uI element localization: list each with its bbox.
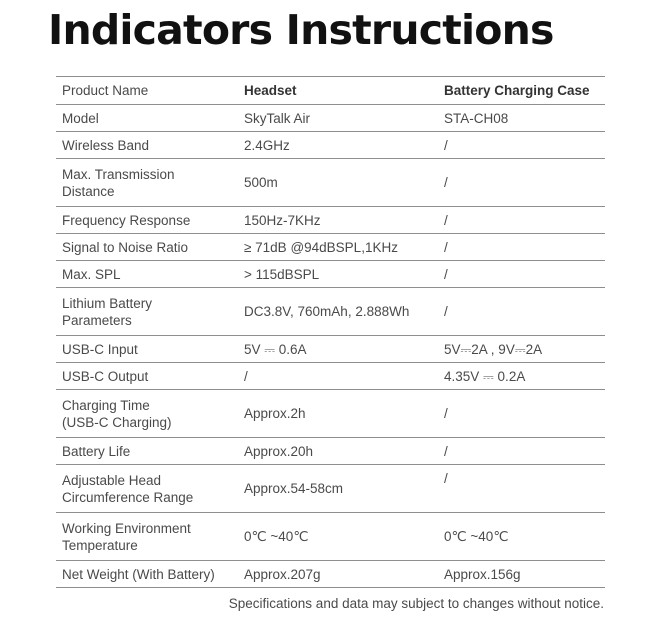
row-label-cell: Working Environment Temperature — [56, 513, 238, 561]
table-row — [56, 390, 605, 438]
table-header-row — [56, 77, 605, 105]
row-label-cell: Frequency Response — [56, 207, 238, 234]
row-headset-cell: 5V ⎓ 0.6A — [238, 336, 438, 363]
row-headset-cell: 150Hz-7KHz — [238, 207, 438, 234]
header-headset-cell: Headset — [238, 77, 438, 105]
row-case-cell: / — [438, 234, 605, 261]
row-case-cell: / — [438, 390, 605, 438]
table-row — [56, 234, 605, 261]
row-case-cell: 5V⎓2A , 9V⎓2A — [438, 336, 605, 363]
table-row — [56, 288, 605, 336]
row-headset-cell: 500m — [238, 159, 438, 207]
page-title: Indicators Instructions — [48, 6, 554, 54]
row-headset-cell: Approx.54-58cm — [238, 465, 438, 513]
row-case-cell: Approx.156g — [438, 561, 605, 588]
row-case-cell: STA-CH08 — [438, 105, 605, 132]
row-label-cell: Charging Time (USB-C Charging) — [56, 390, 238, 438]
header-case-cell: Battery Charging Case — [438, 77, 605, 105]
row-headset-cell: > 115dBSPL — [238, 261, 438, 288]
table-row — [56, 363, 605, 390]
row-headset-cell: ≥ 71dB @94dBSPL,1KHz — [238, 234, 438, 261]
row-headset-cell: SkyTalk Air — [238, 105, 438, 132]
table-row — [56, 465, 605, 513]
row-label-cell: Max. Transmission Distance — [56, 159, 238, 207]
table-row — [56, 261, 605, 288]
specs-table — [56, 76, 605, 588]
row-case-cell: / — [438, 159, 605, 207]
row-headset-cell: DC3.8V, 760mAh, 2.888Wh — [238, 288, 438, 336]
row-label-cell: Adjustable Head Circumference Range — [56, 465, 238, 513]
specs-table-body — [56, 77, 605, 588]
table-row — [56, 105, 605, 132]
table-row — [56, 513, 605, 561]
row-case-cell: / — [438, 132, 605, 159]
row-label-cell: Model — [56, 105, 238, 132]
row-label-cell: Battery Life — [56, 438, 238, 465]
row-case-cell: / — [438, 207, 605, 234]
row-headset-cell: Approx.2h — [238, 390, 438, 438]
table-row — [56, 159, 605, 207]
row-case-cell: / — [438, 261, 605, 288]
row-label-cell: Wireless Band — [56, 132, 238, 159]
row-label-cell: Net Weight (With Battery) — [56, 561, 238, 588]
disclaimer-note: Specifications and data may subject to changes without notice. — [228, 596, 604, 611]
row-case-cell: / — [438, 465, 605, 513]
row-label-cell: Max. SPL — [56, 261, 238, 288]
row-headset-cell: 2.4GHz — [238, 132, 438, 159]
table-row — [56, 561, 605, 588]
row-case-cell: / — [438, 288, 605, 336]
table-row — [56, 438, 605, 465]
table-row — [56, 207, 605, 234]
row-label-cell: USB-C Input — [56, 336, 238, 363]
row-headset-cell: Approx.20h — [238, 438, 438, 465]
row-case-cell: 4.35V ⎓ 0.2A — [438, 363, 605, 390]
header-label-cell: Product Name — [56, 77, 238, 105]
table-row — [56, 336, 605, 363]
row-headset-cell: / — [238, 363, 438, 390]
row-case-cell: 0℃ ~40℃ — [438, 513, 605, 561]
row-label-cell: Lithium Battery Parameters — [56, 288, 238, 336]
row-label-cell: Signal to Noise Ratio — [56, 234, 238, 261]
row-label-cell: USB-C Output — [56, 363, 238, 390]
row-case-cell: / — [438, 438, 605, 465]
row-headset-cell: Approx.207g — [238, 561, 438, 588]
table-row — [56, 132, 605, 159]
row-headset-cell: 0℃ ~40℃ — [238, 513, 438, 561]
